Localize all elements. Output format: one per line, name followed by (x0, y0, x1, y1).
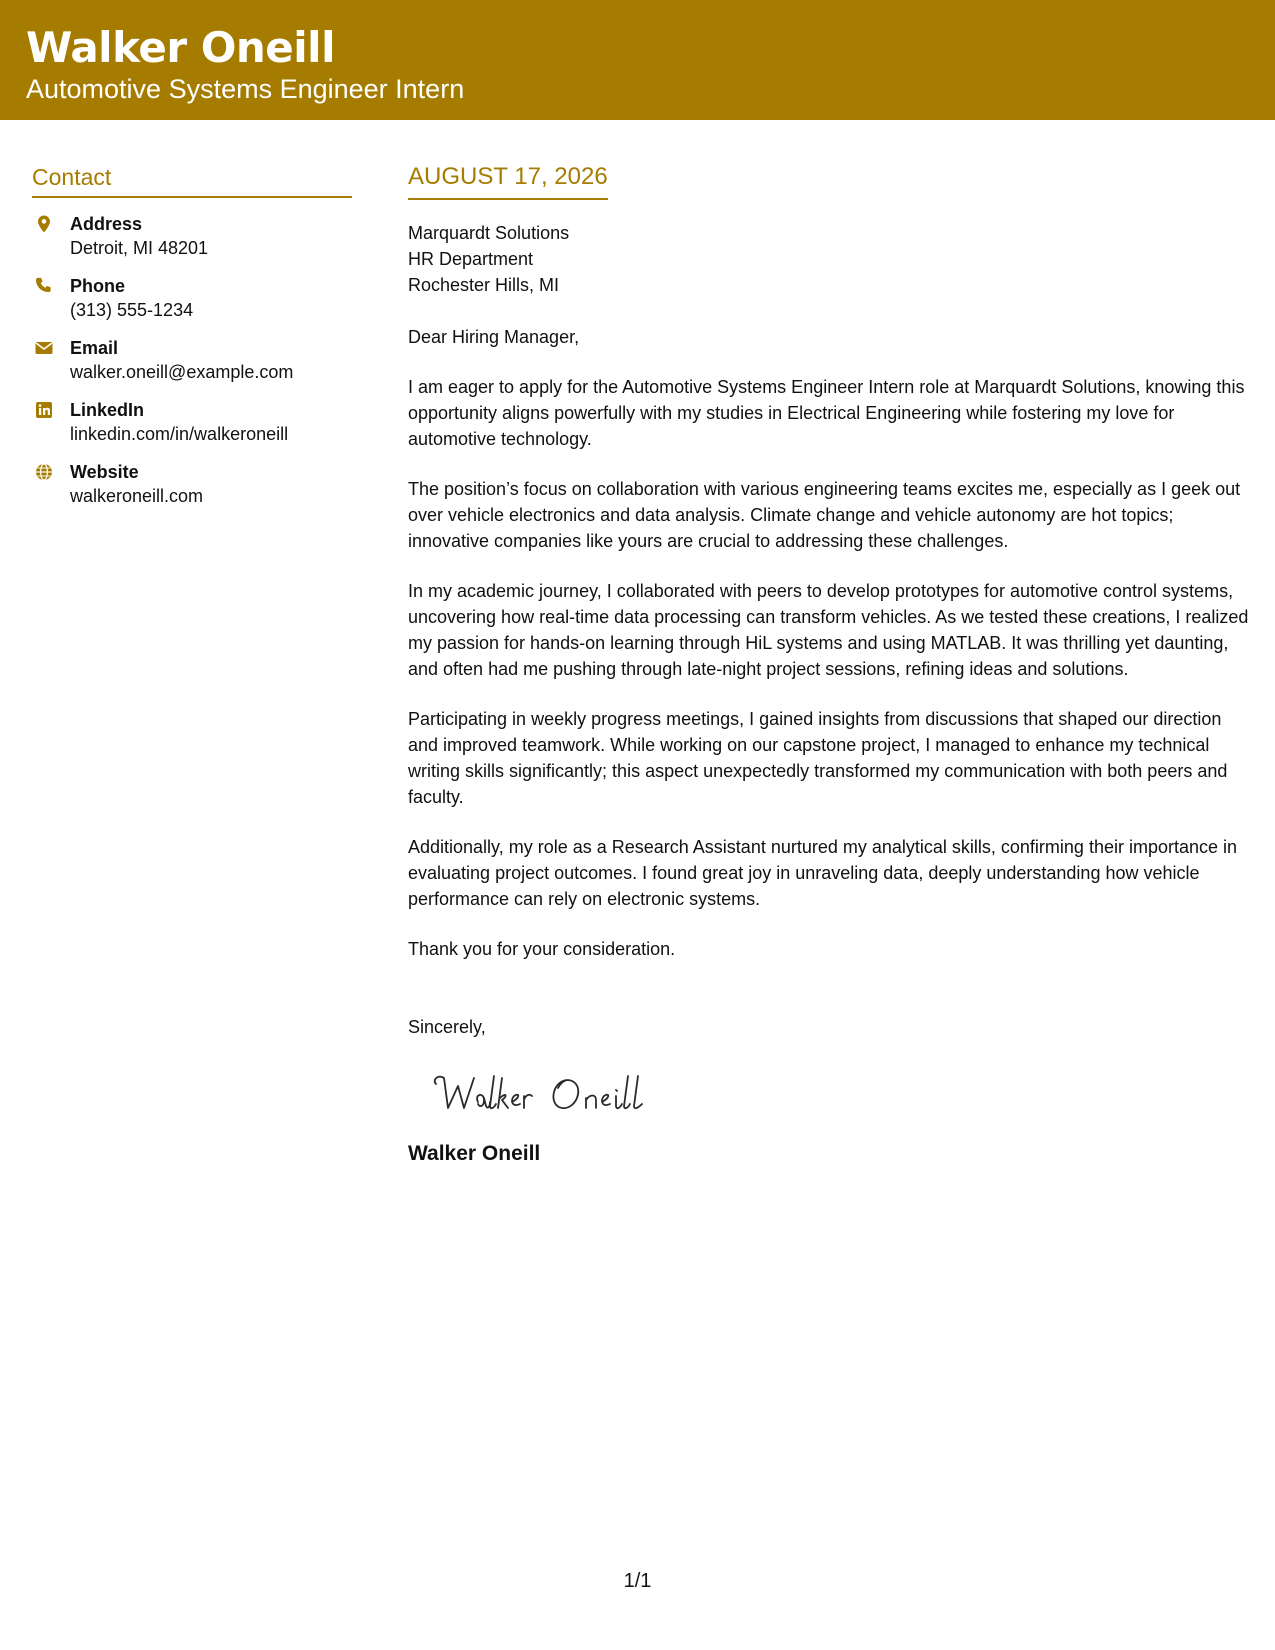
page-number: 1/1 (623, 1570, 652, 1592)
applicant-role: Automotive Systems Engineer Intern (26, 74, 465, 104)
handwritten-signature (428, 1066, 728, 1120)
contact-label: LinkedIn (70, 400, 145, 420)
contact-value: walkeroneill.com (70, 486, 204, 506)
contact-label: Email (70, 338, 119, 358)
recipient-department: HR Department (408, 249, 534, 269)
contact-sidebar (32, 162, 352, 508)
contact-phone (32, 274, 352, 322)
contact-heading: Contact (32, 162, 352, 198)
letter-paragraph: Participating in weekly progress meetings, I gained insights from discussions that shaped our direction and improved teamwork. While working on our capstone project, I managed to enhance my technical writing skills significantly; this aspect unexpectedly transformed my communication with both peers and faculty. (408, 709, 1228, 807)
letter-paragraph: Additionally, my role as a Research Assistant nurtured my analytical skills, confirming their importance in evaluating project outcomes. I found great joy in unraveling data, deeply understanding how vehicle performance can rely on electronic systems. (408, 837, 1238, 909)
letter-body (408, 162, 1253, 1168)
applicant-name: Walker Oneill (26, 23, 335, 72)
closing-thanks: Thank you for your consideration. (408, 939, 676, 959)
contact-address (32, 212, 352, 260)
contact-value: (313) 555-1234 (70, 300, 194, 320)
signoff: Sincerely, (408, 1017, 486, 1037)
recipient-location: Rochester Hills, MI (408, 275, 560, 295)
letter-paragraph: In my academic journey, I collaborated with peers to develop prototypes for automotive control systems, uncovering how real-time data processing can transform vehicles. As we tested these creations, I realized my passion for hands-on learning through HiL systems and using MATLAB. It was thrilling yet daunting, and often had me pushing through late-night project sessions, refining ideas and solutions. (408, 581, 1249, 679)
contact-label: Website (70, 462, 139, 482)
letter-paragraph: I am eager to apply for the Automotive Systems Engineer Intern role at Marquardt Solutions, knowing this opportunity aligns powerfully with my studies in Electrical Engineering while fostering my love for automotive technology. (408, 377, 1245, 449)
linkedin-icon (34, 400, 54, 420)
recipient-company: Marquardt Solutions (408, 223, 570, 243)
contact-value: Detroit, MI 48201 (70, 238, 209, 258)
map-marker-icon (34, 214, 54, 234)
contact-value: walker.oneill@example.com (70, 362, 294, 382)
contact-value: linkedin.com/in/walkeroneill (70, 424, 289, 444)
contact-website (32, 460, 352, 508)
contact-linkedin (32, 398, 352, 446)
recipient-block (408, 220, 1253, 298)
phone-icon (34, 276, 54, 296)
salutation: Dear Hiring Manager, (408, 327, 580, 347)
contact-email (32, 336, 352, 384)
signed-name: Walker Oneill (408, 1142, 541, 1165)
contact-label: Address (70, 214, 143, 234)
globe-icon (34, 462, 54, 482)
letter-date: AUGUST 17, 2026 (408, 162, 608, 200)
letter-paragraph: The position’s focus on collaboration with various engineering teams excites me, especially as I geek out over vehicle electronics and data analysis. Climate change and vehicle autonomy are hot topics; innovative companies like yours are crucial to addressing these challenges. (408, 479, 1241, 551)
header-banner (0, 0, 1275, 120)
envelope-icon (34, 338, 54, 358)
contact-label: Phone (70, 276, 126, 296)
